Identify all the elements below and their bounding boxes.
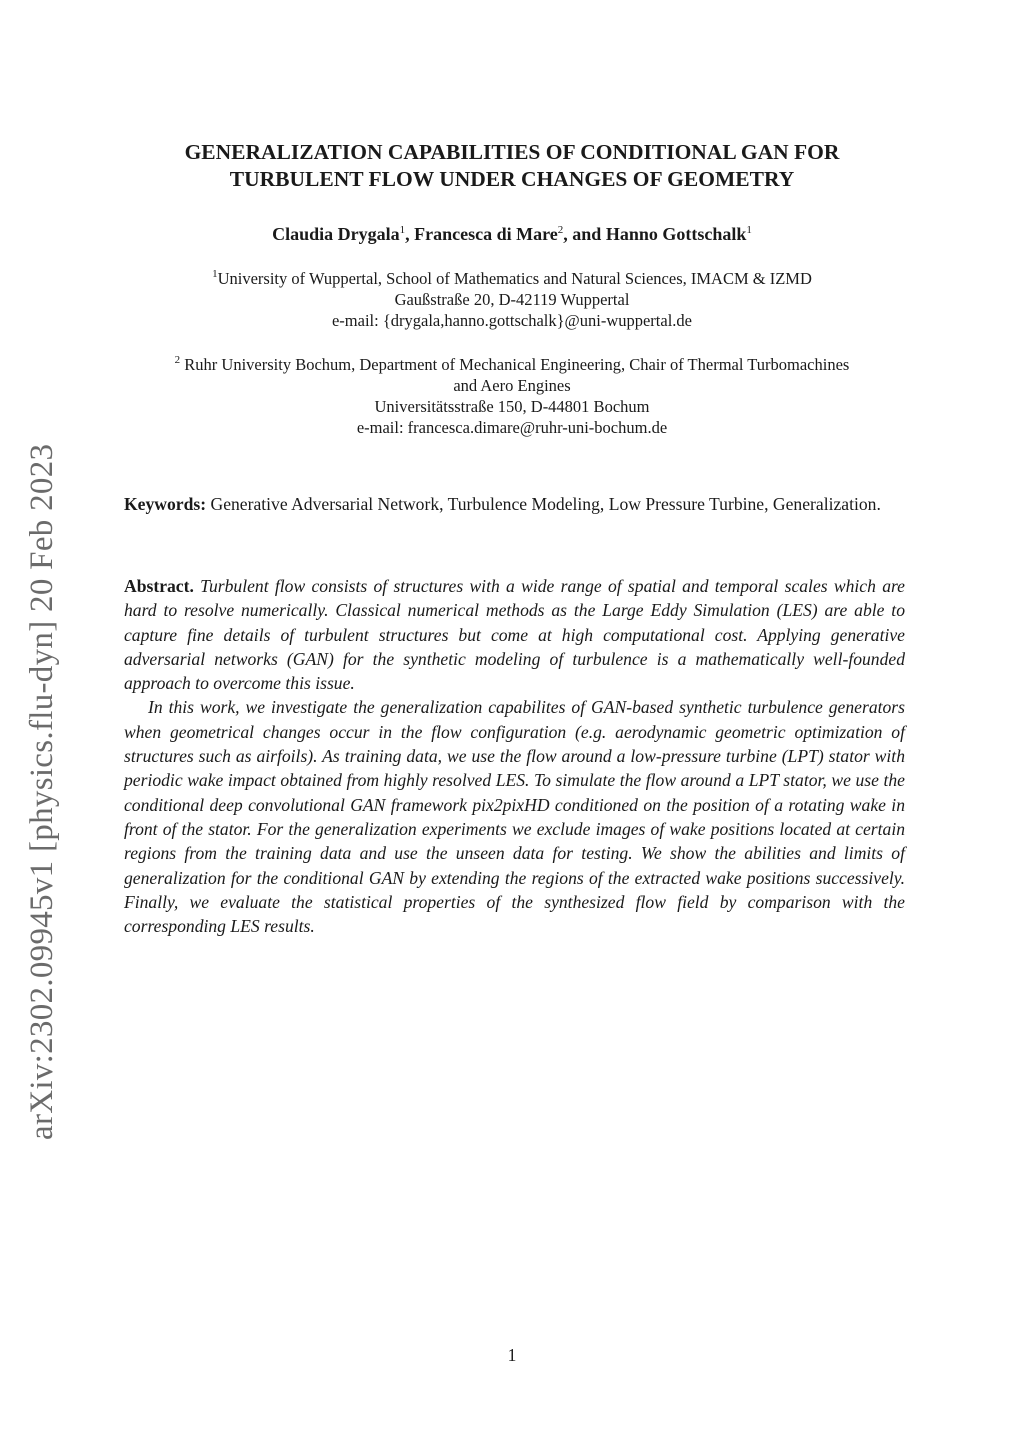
author-name: Francesca di Mare xyxy=(414,224,558,244)
abstract-section xyxy=(124,574,905,938)
keywords-text: Generative Adversarial Network, Turbulence Modeling, Low Pressure Turbine, Generalization. xyxy=(206,494,881,514)
arxiv-identifier-stamp: arXiv:2302.09945v1 [physics.flu-dyn] 20 Feb 2023 xyxy=(24,443,60,1140)
affiliation-2 xyxy=(100,354,924,438)
affiliation-address: Universitätsstraße 150, D-44801 Bochum xyxy=(374,397,650,416)
affiliation-line xyxy=(100,268,924,289)
title-line-1: GENERALIZATION CAPABILITIES OF CONDITIONAL GAN FOR xyxy=(184,140,840,164)
affiliation-line xyxy=(100,354,924,375)
affiliation-mark: 1 xyxy=(399,224,406,236)
author-list xyxy=(100,224,924,245)
abstract-paragraph-2: In this work, we investigate the generalization capabilites of GAN-based synthetic turbulence generators when geometrical changes occur in the flow configuration (e.g. aerodynamic geometric optimization of structures such as airfoils). As training data, we use the flow around a low-pressure turbine (LPT) stator with periodic wake impact obtained from highly resolved LES. To simulate the flow around a LPT stator, we use the conditional deep convolutional GAN framework pix2pixHD conditioned on the position of a rotating wake in front of the stator. For the generalization experiments we exclude images of wake positions located at certain regions from the training data and use the unseen data for testing. We show the abilities and limits of generalization for the conditional GAN by extending the regions of the extracted wake positions successively. Finally, we evaluate the statistical properties of the synthesized flow field by comparison with the corresponding LES results. xyxy=(124,697,905,937)
affiliation-mark: 2 xyxy=(174,354,181,366)
paper-title xyxy=(100,139,924,193)
abstract-paragraph-1 xyxy=(124,574,905,695)
affiliation-institution: Ruhr University Bochum, Department of Mechanical Engineering, Chair of Thermal Turbomachines xyxy=(180,355,850,374)
affiliation-email: e-mail: {drygala,hanno.gottschalk}@uni-wuppertal.de xyxy=(331,311,692,330)
keywords-section xyxy=(124,492,905,516)
author-separator: , xyxy=(405,224,415,244)
title-line-2: TURBULENT FLOW UNDER CHANGES OF GEOMETRY xyxy=(229,167,795,191)
affiliation-institution: University of Wuppertal, School of Mathematics and Natural Sciences, IMACM & IZMD xyxy=(217,269,812,288)
author-name: Hanno Gottschalk xyxy=(605,224,747,244)
affiliation-mark: 2 xyxy=(557,224,564,236)
affiliation-mark: 1 xyxy=(212,268,218,280)
author-separator: , and xyxy=(563,224,606,244)
affiliation-address: Gaußstraße 20, D-42119 Wuppertal xyxy=(394,290,630,309)
affiliation-mark: 1 xyxy=(746,224,752,236)
page-number: 1 xyxy=(507,1345,517,1365)
affiliation-institution-cont: and Aero Engines xyxy=(453,376,571,395)
affiliation-email: e-mail: francesca.dimare@ruhr-uni-bochum.de xyxy=(356,418,668,437)
abstract-label: Abstract. xyxy=(124,576,194,596)
author-name: Claudia Drygala xyxy=(272,224,400,244)
keywords-label: Keywords: xyxy=(124,494,207,514)
affiliation-1 xyxy=(100,268,924,331)
abstract-paragraph-1-text: Turbulent flow consists of structures with a wide range of spatial and temporal scales which are hard to resolve numerically. Classical numerical methods as the Large Eddy Simulation (LES) are able to capture fine details of turbulent structures but come at high computational cost. Applying generative adversarial networks (GAN) for the synthetic modeling of turbulence is a mathematically well-founded approach to overcome this issue. xyxy=(124,576,905,694)
